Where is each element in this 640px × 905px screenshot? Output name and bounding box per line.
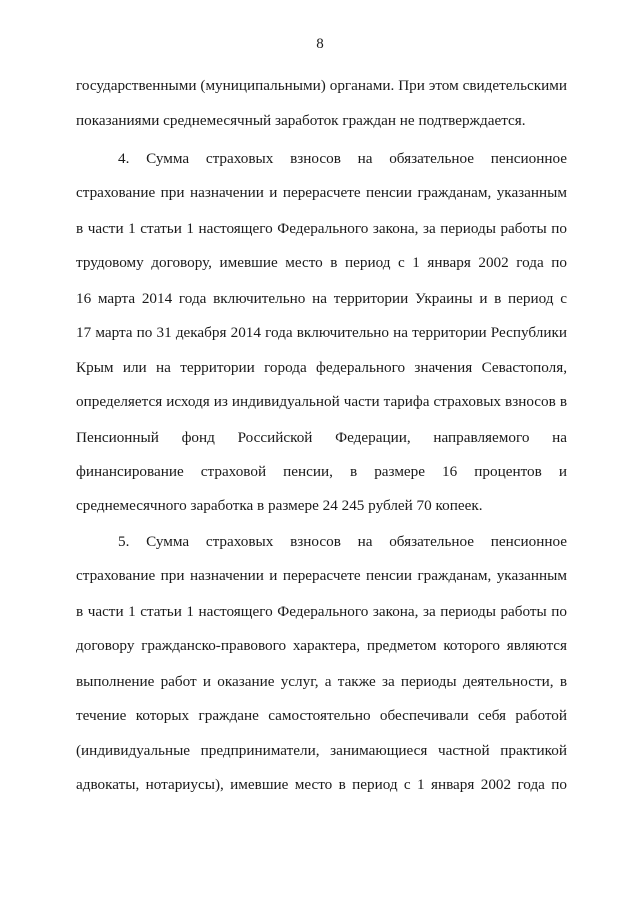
- text-line: среднемесячного заработка в размере 24 245 рублей 70 копеек.: [76, 497, 483, 514]
- text-line: государственными (муниципальными) органами. При этом свидетельскими: [76, 77, 567, 94]
- text-line: адвокаты, нотариусы), имевшие место в период с 1 января 2002 года по: [76, 776, 567, 793]
- page-number: 8: [316, 36, 324, 52]
- text-line: выполнение работ и оказание услуг, а также за периоды деятельности, в: [76, 673, 567, 690]
- text-line: финансирование страховой пенсии, в размере 16 процентов и: [76, 463, 567, 480]
- text-line: 5. Сумма страховых взносов на обязательное пенсионное: [118, 533, 567, 550]
- text-line: 4. Сумма страховых взносов на обязательное пенсионное: [118, 150, 567, 167]
- text-line: определяется исходя из индивидуальной части тарифа страховых взносов в: [76, 393, 567, 410]
- text-line: Крым или на территории города федерального значения Севастополя,: [76, 359, 567, 376]
- text-line: 16 марта 2014 года включительно на территории Украины и в период с: [76, 290, 567, 307]
- text-line: Пенсионный фонд Российской Федерации, направляемого на: [76, 429, 567, 446]
- text-line: страхование при назначении и перерасчете пенсии гражданам, указанным: [76, 567, 567, 584]
- text-line: трудовому договору, имевшие место в период с 1 января 2002 года по: [76, 254, 567, 271]
- text-line: показаниями среднемесячный заработок граждан не подтверждается.: [76, 112, 526, 129]
- text-line: страхование при назначении и перерасчете пенсии гражданам, указанным: [76, 184, 567, 201]
- text-line: 17 марта по 31 декабря 2014 года включительно на территории Республики: [76, 324, 567, 341]
- text-line: течение которых граждане самостоятельно обеспечивали себя работой: [76, 707, 567, 724]
- text-line: (индивидуальные предприниматели, занимающиеся частной практикой: [76, 742, 567, 759]
- text-line: в части 1 статьи 1 настоящего Федерального закона, за периоды работы по: [76, 603, 567, 620]
- text-line: в части 1 статьи 1 настоящего Федерального закона, за периоды работы по: [76, 220, 567, 237]
- text-line: договору гражданско-правового характера, предметом которого являются: [76, 637, 567, 654]
